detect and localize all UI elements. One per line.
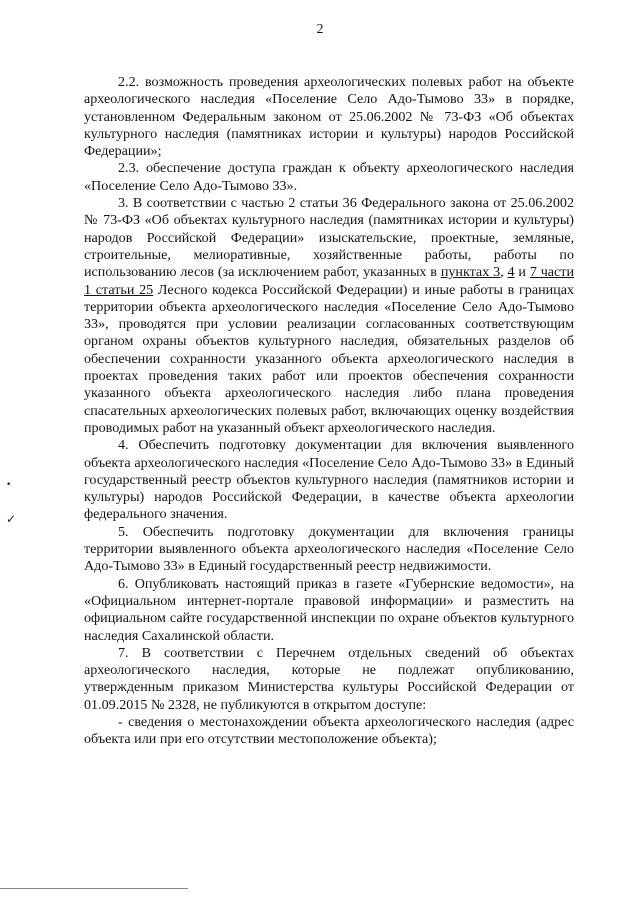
paragraph-2-3: 2.3. обеспечение доступа граждан к объекту археологического наследия «Поселение Село Адо-Тымово 33».: [84, 160, 574, 194]
paragraph-3-separator-1: ,: [500, 264, 508, 281]
paragraph-5: 5. Обеспечить подготовку документации для включения границы территории выявленного объекта археологического наследия «Поселение Село Адо-Тымово 33» в Единый государственный реестр недвижимости.: [84, 523, 574, 575]
paragraph-7: 7. В соответствии с Перечнем отдельных сведений об объектах археологического наследия, которые не подлежат опубликованию, утвержденным приказом Министерства культуры Российской Федерации от 01.09.2015 № 2328, не публикуются в открытом доступе:: [84, 644, 574, 713]
paragraph-4: 4. Обеспечить подготовку документации для включения выявленного объекта археологического наследия «Поселение Село Адо-Тымово 33» в Единый государственный реестр объектов культурного наследия (памятников истории и культуры) народов Российской Федерации, в качестве объекта археологии федерального значения.: [84, 437, 574, 523]
paragraph-6: 6. Опубликовать настоящий приказ в газете «Губернские ведомости», на «Официальном интернет-портале правовой информации» и разместить на официальном сайте государственной инспекции по охране объектов культурного наследия Сахалинской области.: [84, 575, 574, 644]
link-punkt-4[interactable]: 4: [507, 264, 515, 281]
document-body: [84, 74, 574, 749]
paragraph-2-2: 2.2. возможность проведения археологических полевых работ на объекте археологического наследия «Поселение Село Адо-Тымово 33» в порядке, установленном Федеральным законом от 25.06.2002 № 73-ФЗ «Об объектах культурного наследия (памятниках истории и культуры) народов Российской Федерации»;: [84, 74, 574, 160]
margin-dot-mark: •: [6, 480, 12, 490]
paragraph-7-list-item: - сведения о местонахождении объекта археологического наследия (адрес объекта или при его отсутствии местоположение объекта);: [84, 713, 574, 748]
margin-check-mark: ✓: [6, 512, 17, 526]
paragraph-3-text-end: Лесного кодекса Российской Федерации) и иные работы в границах территории объекта археологического наследия «Поселение Село Адо-Тымово 33», проводятся при условии реализации согласованных соответствующим органом охраны объектов культурного наследия, обязательных разделов об обеспечении сохранности указанного объекта археологического наследия в проектах проведения таких работ или проектов обеспечения сохранности указанного объекта археологического наследия либо плана проведения спасательных археологических полевых работ, включающих оценку воздействия проводимых работ на указанный объект археологического наследия.: [84, 281, 575, 436]
link-chast-1-statya-25[interactable]: 7 части 1 статьи 25: [84, 264, 575, 298]
paragraph-3-separator-2: и: [514, 264, 530, 281]
link-punkt-3[interactable]: пунктах 3: [440, 264, 501, 281]
paragraph-3-text-start: 3. В соответствии с частью 2 статьи 36 Федерального закона от 25.06.2002 № 73-ФЗ «Об объектах культурного наследия (памятниках истории и культуры) народов Российской Федерации» изыскательские, проектные, земляные, строительные, мелиоративные, хозяйственные работы, работы по использованию лесов (за исключением работ, указанных в: [84, 195, 574, 281]
footnote-separator-line: [0, 888, 188, 889]
paragraph-3: [84, 195, 574, 437]
page-number: 2: [316, 22, 324, 37]
